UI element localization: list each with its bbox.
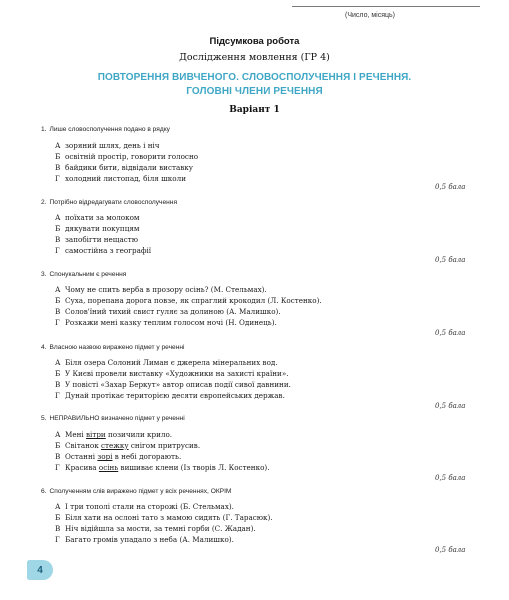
- question-4-option-a[interactable]: [55, 358, 278, 367]
- option-letter: Г: [55, 391, 60, 400]
- option-letter: А: [55, 502, 61, 511]
- option-letter: А: [55, 430, 61, 439]
- option-text: запобігти нещастю: [65, 235, 139, 244]
- option-text-after: в небі догорають.: [112, 452, 182, 461]
- page-title: Підсумкова робота: [209, 36, 300, 47]
- question-6-score: 0,5 бала: [435, 546, 466, 554]
- option-letter: А: [55, 141, 61, 150]
- question-2-option-d[interactable]: [55, 246, 151, 255]
- option-letter: Б: [55, 152, 61, 161]
- option-text: дякувати покупцям: [65, 224, 140, 233]
- question-1-option-a[interactable]: [55, 141, 160, 150]
- question-6-prompt: [41, 488, 231, 495]
- option-text: зоряний шлях, день і ніч: [65, 141, 160, 150]
- option-text-after: позичили крило.: [105, 430, 173, 439]
- option-text: У повісті «Захар Беркут» автор описав події сивої давнини.: [65, 380, 291, 389]
- question-text: Лише словосполучення подано в рядку: [49, 126, 170, 133]
- underlined-subject: стежку: [101, 441, 129, 450]
- question-5-option-c[interactable]: [55, 452, 181, 461]
- option-letter: Г: [55, 463, 60, 472]
- question-text: НЕПРАВИЛЬНО визначено підмет у реченні: [49, 415, 185, 422]
- option-text-before: Мені: [65, 430, 86, 439]
- date-caption: (Число, місяць): [345, 12, 395, 19]
- underlined-subject: осінь: [98, 463, 119, 472]
- question-2-prompt: [41, 199, 177, 206]
- option-letter: А: [55, 285, 61, 294]
- page-number: 4: [37, 564, 43, 576]
- underlined-subject: зорі: [97, 452, 113, 461]
- question-6-option-d[interactable]: [55, 535, 234, 544]
- variant-heading: Варіант 1: [229, 105, 280, 115]
- topic-heading: [0, 71, 509, 99]
- option-text: холодний листопад, біля школи: [65, 174, 186, 183]
- option-text: Ніч відійшла за мости, за темні горби (С. Жадан).: [65, 524, 256, 533]
- option-letter: В: [55, 235, 61, 244]
- option-letter: Б: [55, 224, 61, 233]
- option-text: поїхати за молоком: [65, 213, 140, 222]
- question-5-option-a[interactable]: [55, 430, 172, 439]
- option-letter: Б: [55, 513, 61, 522]
- question-1-option-c[interactable]: [55, 163, 193, 172]
- option-text: Дунай протікає територією десяти європейських держав.: [65, 391, 285, 400]
- underlined-subject: вітри: [86, 430, 106, 439]
- option-letter: В: [55, 452, 61, 461]
- question-6-option-b[interactable]: [55, 513, 273, 522]
- question-1-option-d[interactable]: [55, 174, 186, 183]
- option-text: байдики бити, відвідали виставку: [65, 163, 193, 172]
- option-letter: А: [55, 213, 61, 222]
- option-letter: Б: [55, 369, 61, 378]
- question-3-option-d[interactable]: [55, 318, 277, 327]
- question-5-score: 0,5 бала: [435, 474, 466, 482]
- question-6-option-a[interactable]: [55, 502, 234, 511]
- option-letter: В: [55, 163, 61, 172]
- question-4-score: 0,5 бала: [435, 402, 466, 410]
- option-text: Біля хати на ослоні тато з мамою сидять (Г. Тарасюк).: [65, 513, 273, 522]
- topic-line-2: ГОЛОВНІ ЧЛЕНИ РЕЧЕННЯ: [186, 86, 323, 97]
- question-1-prompt: [41, 126, 170, 133]
- option-text: Розкажи мені казку теплим голосом ночі (Н. Одинець).: [65, 318, 277, 327]
- question-1-option-b[interactable]: [55, 152, 198, 161]
- question-2-option-c[interactable]: [55, 235, 138, 244]
- option-text-before: Останні: [65, 452, 98, 461]
- question-number: 2.: [41, 199, 47, 206]
- option-text-after: снігом притрусив.: [128, 441, 201, 450]
- option-text: освітній простір, говорити голосно: [65, 152, 199, 161]
- question-number: 6.: [41, 488, 47, 495]
- question-text: Власною назвою виражено підмет у реченні: [49, 344, 185, 351]
- question-5-option-d[interactable]: [55, 463, 270, 472]
- question-2-score: 0,5 бала: [435, 256, 466, 264]
- question-number: 4.: [41, 344, 47, 351]
- option-letter: Г: [55, 318, 60, 327]
- topic-line-1: ПОВТОРЕННЯ ВИВЧЕНОГО. СЛОВОСПОЛУЧЕННЯ І РЕЧЕННЯ.: [97, 72, 412, 83]
- question-1-score: 0,5 бала: [435, 183, 466, 191]
- option-text: І три тополі стали на сторожі (Б. Стельмах).: [65, 502, 234, 511]
- question-4-option-c[interactable]: [55, 380, 291, 389]
- question-5-option-b[interactable]: [55, 441, 200, 450]
- option-text: самостійна з географії: [65, 246, 152, 255]
- question-6-option-c[interactable]: [55, 524, 256, 533]
- question-4-option-b[interactable]: [55, 369, 289, 378]
- question-text: Сполученням слів виражено підмет у всіх реченнях, ОКРІМ: [49, 488, 232, 495]
- option-text-after: вишиває клени (Із творів Л. Костенко).: [118, 463, 270, 472]
- option-letter: В: [55, 307, 61, 316]
- question-3-option-b[interactable]: [55, 296, 322, 305]
- option-letter: Г: [55, 535, 60, 544]
- option-text: У Києві провели виставку «Художники на захисті країни».: [65, 369, 289, 378]
- page-number-badge: [27, 560, 53, 580]
- option-letter: Г: [55, 174, 60, 183]
- question-text: Потрібно відредагувати словосполучення: [49, 199, 178, 206]
- option-letter: В: [55, 524, 61, 533]
- question-4-prompt: [41, 344, 184, 351]
- option-letter: В: [55, 380, 61, 389]
- option-letter: Б: [55, 441, 61, 450]
- question-text: Спонукальним є речення: [49, 271, 127, 278]
- option-text: Біля озера Солоний Лиман є джерела мінеральних вод.: [65, 358, 278, 367]
- option-text: Багато громів упадало з неба (А. Малишко).: [65, 535, 234, 544]
- question-3-option-c[interactable]: [55, 307, 281, 316]
- option-text: Суха, порепана дорога повзе, як спраглий крокодил (Л. Костенко).: [65, 296, 322, 305]
- page-subtitle: Дослідження мовлення (ГР 4): [179, 52, 330, 63]
- question-number: 1.: [41, 126, 47, 133]
- question-5-prompt: [41, 415, 185, 422]
- question-3-option-a[interactable]: [55, 285, 267, 294]
- option-letter: Г: [55, 246, 60, 255]
- option-text: Солов'їний тихий свист гуляє за долиною (А. Малишко).: [65, 307, 281, 316]
- question-4-option-d[interactable]: [55, 391, 285, 400]
- question-2-option-a[interactable]: [55, 213, 140, 222]
- question-2-option-b[interactable]: [55, 224, 139, 233]
- option-text-before: Світанок: [65, 441, 102, 450]
- option-letter: А: [55, 358, 61, 367]
- option-text: Чому не спить верба в прозору осінь? (М. Стельмах).: [65, 285, 267, 294]
- option-letter: Б: [55, 296, 61, 305]
- question-3-score: 0,5 бала: [435, 329, 466, 337]
- question-number: 3.: [41, 271, 47, 278]
- question-3-prompt: [41, 271, 126, 278]
- date-line[interactable]: [292, 6, 480, 7]
- option-text-before: Красива: [65, 463, 99, 472]
- question-number: 5.: [41, 415, 47, 422]
